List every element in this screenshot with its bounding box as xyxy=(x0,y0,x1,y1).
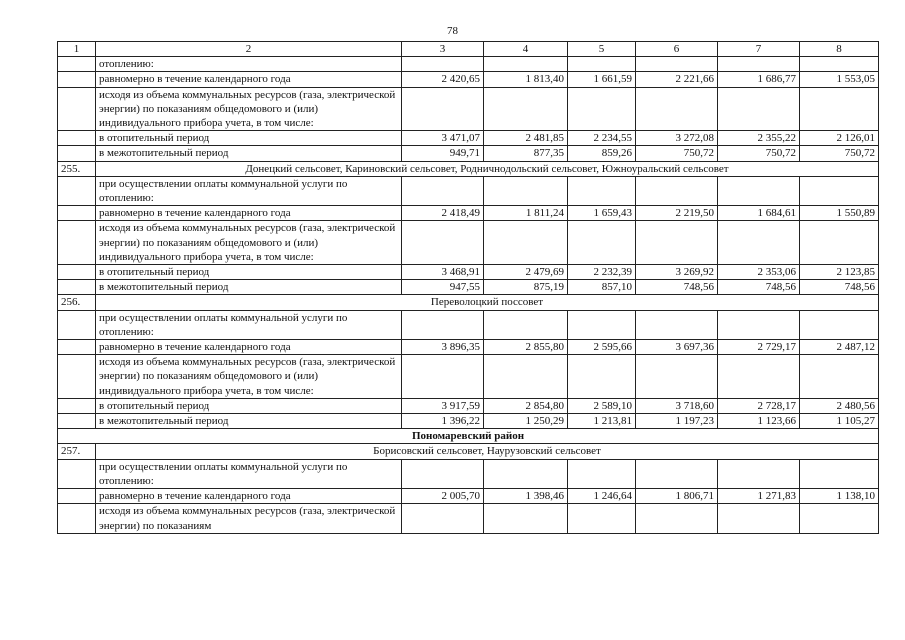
tariff-value-cell: 1 811,24 xyxy=(484,206,568,221)
tariff-value-cell xyxy=(718,459,800,488)
tariff-value-cell: 877,35 xyxy=(484,146,568,161)
tariff-value-cell: 3 896,35 xyxy=(402,340,484,355)
tariff-value-cell: 1 661,59 xyxy=(568,72,636,87)
row-number-cell xyxy=(58,131,96,146)
section-title-cell: Переволоцкий поссовет xyxy=(96,295,879,310)
table-row xyxy=(58,146,879,161)
tariff-value-cell xyxy=(568,504,636,533)
tariff-value-cell xyxy=(800,221,879,265)
page-number: 78 xyxy=(447,25,458,37)
row-label-cell: равномерно в течение календарного года xyxy=(96,340,402,355)
table-row xyxy=(58,57,879,72)
table-row xyxy=(58,459,879,488)
settlement-section-row xyxy=(58,444,879,459)
row-number-cell xyxy=(58,221,96,265)
tariff-value-cell: 748,56 xyxy=(636,280,718,295)
tariff-value-cell: 3 468,91 xyxy=(402,265,484,280)
tariff-table xyxy=(57,41,879,534)
table-body xyxy=(58,42,879,534)
column-number-cell: 6 xyxy=(636,42,718,57)
tariff-value-cell xyxy=(484,176,568,205)
tariff-value-cell xyxy=(402,57,484,72)
tariff-value-cell xyxy=(636,87,718,131)
tariff-value-cell: 748,56 xyxy=(800,280,879,295)
tariff-value-cell xyxy=(568,176,636,205)
table-row xyxy=(58,355,879,399)
tariff-value-cell: 750,72 xyxy=(800,146,879,161)
tariff-value-cell xyxy=(402,221,484,265)
tariff-value-cell: 750,72 xyxy=(718,146,800,161)
table-row xyxy=(58,398,879,413)
tariff-value-cell xyxy=(718,221,800,265)
tariff-value-cell: 859,26 xyxy=(568,146,636,161)
tariff-value-cell: 2 854,80 xyxy=(484,398,568,413)
tariff-value-cell: 3 272,08 xyxy=(636,131,718,146)
tariff-value-cell xyxy=(402,87,484,131)
tariff-value-cell: 1 550,89 xyxy=(800,206,879,221)
row-number-cell xyxy=(58,459,96,488)
tariff-value-cell xyxy=(636,310,718,339)
tariff-value-cell xyxy=(402,176,484,205)
tariff-value-cell: 2 219,50 xyxy=(636,206,718,221)
row-number-cell xyxy=(58,504,96,533)
row-number-cell xyxy=(58,57,96,72)
tariff-value-cell: 1 271,83 xyxy=(718,489,800,504)
row-label-cell: при осуществлении оплаты коммунальной услуги по отоплению: xyxy=(96,459,402,488)
tariff-value-cell xyxy=(568,355,636,399)
table-row xyxy=(58,265,879,280)
tariff-value-cell: 1 138,10 xyxy=(800,489,879,504)
tariff-value-cell: 1 123,66 xyxy=(718,414,800,429)
tariff-value-cell xyxy=(484,504,568,533)
district-title-row xyxy=(58,429,879,444)
tariff-value-cell xyxy=(718,310,800,339)
column-number-cell: 3 xyxy=(402,42,484,57)
tariff-value-cell: 3 697,36 xyxy=(636,340,718,355)
row-number-cell xyxy=(58,206,96,221)
tariff-value-cell: 1 686,77 xyxy=(718,72,800,87)
table-row xyxy=(58,87,879,131)
row-number-cell xyxy=(58,398,96,413)
row-number-cell xyxy=(58,414,96,429)
section-title-cell: Донецкий сельсовет, Кариновский сельсовет, Родничнодольский сельсовет, Южноуральский сельсовет xyxy=(96,161,879,176)
row-label-cell: в межотопительный период xyxy=(96,146,402,161)
row-number-cell xyxy=(58,310,96,339)
row-number-cell xyxy=(58,340,96,355)
tariff-value-cell: 2 481,85 xyxy=(484,131,568,146)
settlement-section-row xyxy=(58,295,879,310)
tariff-value-cell xyxy=(402,310,484,339)
tariff-value-cell xyxy=(484,310,568,339)
tariff-value-cell xyxy=(800,176,879,205)
tariff-value-cell: 3 917,59 xyxy=(402,398,484,413)
tariff-value-cell xyxy=(800,310,879,339)
section-title-cell: Борисовский сельсовет, Наурузовский сельсовет xyxy=(96,444,879,459)
tariff-value-cell: 2 221,66 xyxy=(636,72,718,87)
table-row xyxy=(58,310,879,339)
section-number-cell: 255. xyxy=(58,161,96,176)
table-row xyxy=(58,489,879,504)
row-number-cell xyxy=(58,146,96,161)
tariff-value-cell: 2 479,69 xyxy=(484,265,568,280)
tariff-value-cell xyxy=(484,87,568,131)
tariff-value-cell: 2 232,39 xyxy=(568,265,636,280)
tariff-value-cell: 1 250,29 xyxy=(484,414,568,429)
tariff-value-cell: 1 806,71 xyxy=(636,489,718,504)
tariff-value-cell xyxy=(800,459,879,488)
table-row xyxy=(58,221,879,265)
district-title-cell: Пономаревский район xyxy=(58,429,879,444)
column-number-cell: 2 xyxy=(96,42,402,57)
column-number-cell: 1 xyxy=(58,42,96,57)
tariff-value-cell: 1 246,64 xyxy=(568,489,636,504)
table-row xyxy=(58,340,879,355)
table-row xyxy=(58,504,879,533)
column-number-cell: 8 xyxy=(800,42,879,57)
tariff-value-cell: 2 355,22 xyxy=(718,131,800,146)
tariff-value-cell: 1 213,81 xyxy=(568,414,636,429)
tariff-value-cell: 3 471,07 xyxy=(402,131,484,146)
table-row xyxy=(58,414,879,429)
row-label-cell: в межотопительный период xyxy=(96,414,402,429)
tariff-value-cell xyxy=(568,57,636,72)
tariff-value-cell xyxy=(718,176,800,205)
row-label-cell: равномерно в течение календарного года xyxy=(96,206,402,221)
row-label-cell: при осуществлении оплаты коммунальной услуги по отоплению: xyxy=(96,310,402,339)
row-number-cell xyxy=(58,489,96,504)
tariff-value-cell xyxy=(484,355,568,399)
tariff-value-cell xyxy=(718,504,800,533)
column-number-cell: 4 xyxy=(484,42,568,57)
tariff-value-cell: 750,72 xyxy=(636,146,718,161)
tariff-value-cell xyxy=(800,355,879,399)
tariff-value-cell: 1 659,43 xyxy=(568,206,636,221)
tariff-value-cell: 2 126,01 xyxy=(800,131,879,146)
tariff-value-cell: 2 729,17 xyxy=(718,340,800,355)
tariff-value-cell: 2 420,65 xyxy=(402,72,484,87)
tariff-value-cell: 1 553,05 xyxy=(800,72,879,87)
tariff-value-cell: 3 269,92 xyxy=(636,265,718,280)
section-number-cell: 256. xyxy=(58,295,96,310)
tariff-value-cell: 875,19 xyxy=(484,280,568,295)
tariff-value-cell xyxy=(718,355,800,399)
row-label-cell: исходя из объема коммунальных ресурсов (газа, электрической энергии) по показаниям общедомового и (или) индивидуального прибора учета, в том числе: xyxy=(96,355,402,399)
tariff-value-cell xyxy=(568,459,636,488)
row-label-cell: в отопительный период xyxy=(96,265,402,280)
tariff-value-cell: 3 718,60 xyxy=(636,398,718,413)
column-number-cell: 5 xyxy=(568,42,636,57)
tariff-value-cell xyxy=(636,221,718,265)
row-label-cell: исходя из объема коммунальных ресурсов (газа, электрической энергии) по показаниям xyxy=(96,504,402,533)
row-number-cell xyxy=(58,176,96,205)
tariff-value-cell: 1 398,46 xyxy=(484,489,568,504)
table-row xyxy=(58,72,879,87)
tariff-value-cell xyxy=(568,221,636,265)
tariff-value-cell: 2 353,06 xyxy=(718,265,800,280)
tariff-value-cell xyxy=(636,459,718,488)
tariff-value-cell xyxy=(800,504,879,533)
column-number-row xyxy=(58,42,879,57)
row-label-cell: отоплению: xyxy=(96,57,402,72)
row-number-cell xyxy=(58,72,96,87)
tariff-value-cell: 2 728,17 xyxy=(718,398,800,413)
tariff-value-cell xyxy=(568,310,636,339)
tariff-value-cell xyxy=(636,355,718,399)
tariff-value-cell xyxy=(636,57,718,72)
tariff-value-cell: 2 418,49 xyxy=(402,206,484,221)
table-row xyxy=(58,280,879,295)
settlement-section-row xyxy=(58,161,879,176)
tariff-value-cell: 1 197,23 xyxy=(636,414,718,429)
row-label-cell: равномерно в течение календарного года xyxy=(96,72,402,87)
row-number-cell xyxy=(58,355,96,399)
section-number-cell: 257. xyxy=(58,444,96,459)
tariff-value-cell xyxy=(800,87,879,131)
tariff-value-cell xyxy=(568,87,636,131)
tariff-value-cell: 2 480,56 xyxy=(800,398,879,413)
tariff-value-cell: 748,56 xyxy=(718,280,800,295)
tariff-value-cell: 2 234,55 xyxy=(568,131,636,146)
tariff-value-cell: 1 396,22 xyxy=(402,414,484,429)
tariff-value-cell: 949,71 xyxy=(402,146,484,161)
tariff-value-cell: 2 123,85 xyxy=(800,265,879,280)
tariff-value-cell: 2 487,12 xyxy=(800,340,879,355)
column-number-cell: 7 xyxy=(718,42,800,57)
tariff-value-cell xyxy=(718,87,800,131)
table-row xyxy=(58,131,879,146)
table-row xyxy=(58,176,879,205)
tariff-value-cell xyxy=(484,221,568,265)
tariff-value-cell xyxy=(402,355,484,399)
row-label-cell: исходя из объема коммунальных ресурсов (газа, электрической энергии) по показаниям общедомового и (или) индивидуального прибора учета, в том числе: xyxy=(96,221,402,265)
tariff-value-cell xyxy=(800,57,879,72)
tariff-value-cell: 2 005,70 xyxy=(402,489,484,504)
tariff-value-cell xyxy=(402,459,484,488)
row-label-cell: при осуществлении оплаты коммунальной услуги по отоплению: xyxy=(96,176,402,205)
row-label-cell: в отопительный период xyxy=(96,398,402,413)
row-label-cell: исходя из объема коммунальных ресурсов (газа, электрической энергии) по показаниям общедомового и (или) индивидуального прибора учета, в том числе: xyxy=(96,87,402,131)
tariff-value-cell xyxy=(636,176,718,205)
tariff-value-cell: 857,10 xyxy=(568,280,636,295)
table-row xyxy=(58,206,879,221)
tariff-value-cell: 1 684,61 xyxy=(718,206,800,221)
tariff-value-cell: 2 855,80 xyxy=(484,340,568,355)
row-number-cell xyxy=(58,87,96,131)
row-label-cell: в отопительный период xyxy=(96,131,402,146)
row-label-cell: в межотопительный период xyxy=(96,280,402,295)
tariff-value-cell: 1 813,40 xyxy=(484,72,568,87)
tariff-value-cell: 1 105,27 xyxy=(800,414,879,429)
tariff-value-cell: 2 589,10 xyxy=(568,398,636,413)
tariff-value-cell: 947,55 xyxy=(402,280,484,295)
row-number-cell xyxy=(58,280,96,295)
tariff-value-cell xyxy=(402,504,484,533)
row-number-cell xyxy=(58,265,96,280)
tariff-value-cell xyxy=(484,459,568,488)
tariff-value-cell xyxy=(636,504,718,533)
tariff-value-cell: 2 595,66 xyxy=(568,340,636,355)
row-label-cell: равномерно в течение календарного года xyxy=(96,489,402,504)
tariff-value-cell xyxy=(484,57,568,72)
tariff-value-cell xyxy=(718,57,800,72)
